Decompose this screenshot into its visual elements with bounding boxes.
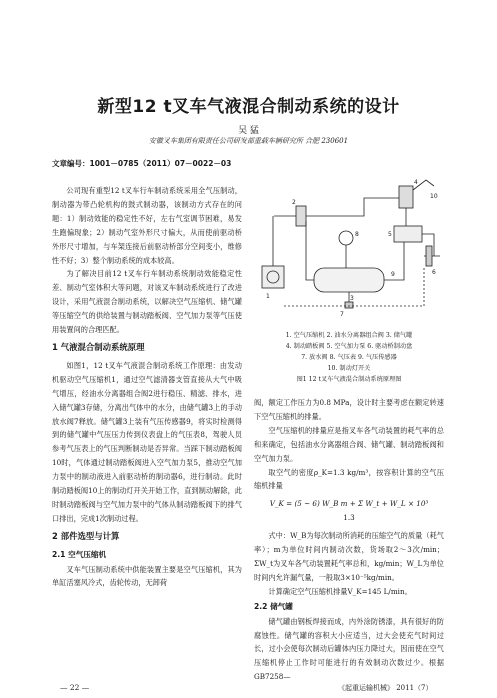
subsection-heading-2-1: 2.1 空气压缩机 (52, 549, 107, 559)
system-schematic-figure (254, 176, 444, 326)
section-heading-1: 1 气液混合制动系统原理 (52, 341, 145, 352)
legend-line-2: 4. 制动踏板阀 5. 空气加力泵 6. 驱动桥制动盘 (285, 343, 413, 350)
displacement-formula (254, 497, 444, 525)
label-3: 3 (350, 295, 354, 302)
left-column (52, 184, 242, 590)
figure-caption: 图1 12 t叉车气液混合制动系统原理图 (296, 376, 402, 383)
right-paragraph-2: 空气压缩机的排量应是指叉车各气动装置的耗气率的总和来确定，包括油水分离器组合阀、储气罐、制动踏板阀和空气加力泵。 (254, 425, 444, 463)
right-paragraph-5: 计算确定空气压缩机排量V_K=145 L/min。 (268, 586, 412, 596)
intro-paragraph: 公司现有重型12 t叉车行车制动系统采用全气压制动，制动器为带凸轮机构的鼓式制动器，该制动方式存在的问题：1）制动效能的稳定性不好，左右气室调节困难，易发生跑偏现象；2）制动气室外形尺寸偏大，从而使前驱动桥外形尺寸增加，与车架连接后前驱动桥部分空间变小，维修性不好；3）整个制动系统的成本较高。 (52, 186, 242, 265)
schematic-drawing (254, 176, 444, 326)
page-number: — 22 — (60, 683, 90, 692)
label-7: 7 (340, 311, 344, 318)
affiliation: 安徽叉车集团有限责任公司研发部重载车辆研究所 合肥 230601 (148, 137, 349, 145)
formula-numerator: V_K = (5 ~ 6) W_B m + Σ W_t + W_L (269, 499, 406, 509)
label-4: 4 (414, 179, 418, 186)
right-paragraph-1: 阀，额定工作压力为0.8 MPa，设计时主要考虑在额定转速下空气压缩机的排量。 (254, 398, 444, 421)
label-2: 2 (292, 199, 296, 206)
subsection-heading-2-2: 2.2 储气罐 (254, 601, 293, 611)
legend-line-1: 1. 空气压缩机 2. 油水分离器组合阀 3. 储气罐 (285, 332, 413, 339)
principle-paragraph: 如图1，12 t叉车气液混合制动系统工作原理：由发动机驱动空气压缩机1，通过空气滤清器支管直接从大气中吸气增压，经油水分离器组合阀2进行稳压、精滤、排水，进入储气罐3存储，分离出气体中的水分，由储气罐3上的手动放水阀7释放。储气罐3上装有气压传感器9，将实时检测得到的储气罐中气压压力传到仪表盘上的气压表8，驾驶人员参考气压表上的气压判断制动是否异常。当踩下制动踏板阀10时，气体通过制动踏板阀进入空气加力泵5，推动空气加力泵中的制动液进入前驱动桥的制动器6，进行制动。此时制动踏板阀10上的制动灯开关开始工作，直到制动解除，此时制动踏板阀与空气加力泵中的气体从制动踏板阀下的排气口排出，完成1次制动过程。 (52, 360, 242, 523)
paper-title: 新型12 t叉车气液混合制动系统的设计 (97, 97, 400, 117)
figure-legend (256, 330, 442, 385)
compressor-shape (262, 266, 284, 288)
author: 吴 猛 (238, 126, 259, 136)
brake-disc-shape (426, 246, 432, 266)
section-heading-2: 2 部件选型与计算 (52, 530, 120, 541)
label-5: 5 (388, 231, 392, 238)
legend-line-3: 7. 放水阀 8. 气压表 9. 气压传感器 (301, 354, 397, 361)
journal-footer: 《起重运输机械》 2011（7） (338, 684, 433, 692)
air-tank-shape (314, 268, 384, 292)
air-booster-shape (394, 226, 422, 242)
intro-paragraph-2: 为了解决目前12 t叉车行车制动系统制动效能稳定性差、制动气室体积大等问题，对该叉车制动系统进行了改进设计，采用气液混合制动系统，以解决空气压缩机、储气罐等压缩空气的供给装置与制动踏板阀、空气加力泵等气压使用装置间的合理匹配。 (52, 269, 242, 335)
pedal-valve-shape (399, 186, 413, 208)
article-number: 文章编号：1001－0785（2011）07－0022－03 (52, 159, 232, 168)
label-6: 6 (432, 269, 436, 276)
label-10: 10 (430, 193, 438, 200)
label-1: 1 (266, 293, 270, 300)
right-paragraph-4: 式中：W_B为每次制动所消耗的压缩空气的质量（耗气率）；m为单位时间内制动次数，货场取2～3次/min；ΣW_t为叉车各气动装置耗气率总和，kg/min；W_L为单位时间内允许漏气量，一般取3×10⁻⁵kg/min。 (254, 531, 444, 582)
legend-line-4: 10. 制动灯开关 (327, 365, 371, 372)
formula-tail: × 10³ (407, 499, 429, 509)
drain-valve-shape (345, 302, 353, 308)
label-9: 9 (391, 271, 395, 278)
label-8: 8 (355, 231, 359, 238)
right-column (254, 396, 444, 684)
compressor-paragraph: 叉车气压制动系统中供能装置主要是空气压缩机，其为单缸活塞风冷式，齿轮传动，无卸荷 (52, 564, 242, 588)
formula-denominator: 1.3 (343, 513, 355, 523)
pressure-gauge-shape (339, 231, 353, 245)
right-paragraph-3: 取空气的密度ρ_K=1.3 kg/m³，按容积计算的空气压缩机排量 (254, 467, 444, 491)
separator-valve-shape (296, 206, 306, 226)
tank-paragraph: 储气罐由钢板焊接而成，内外涂防锈漆，具有很好的防腐蚀性。储气罐的容积大小应适当，过大会使充气时间过长，过小会使每次制动后罐体内压力降过大，因而使在空气压缩机停止工作时可能进行的有效制动次数过少。根据GB7258— (254, 616, 444, 682)
